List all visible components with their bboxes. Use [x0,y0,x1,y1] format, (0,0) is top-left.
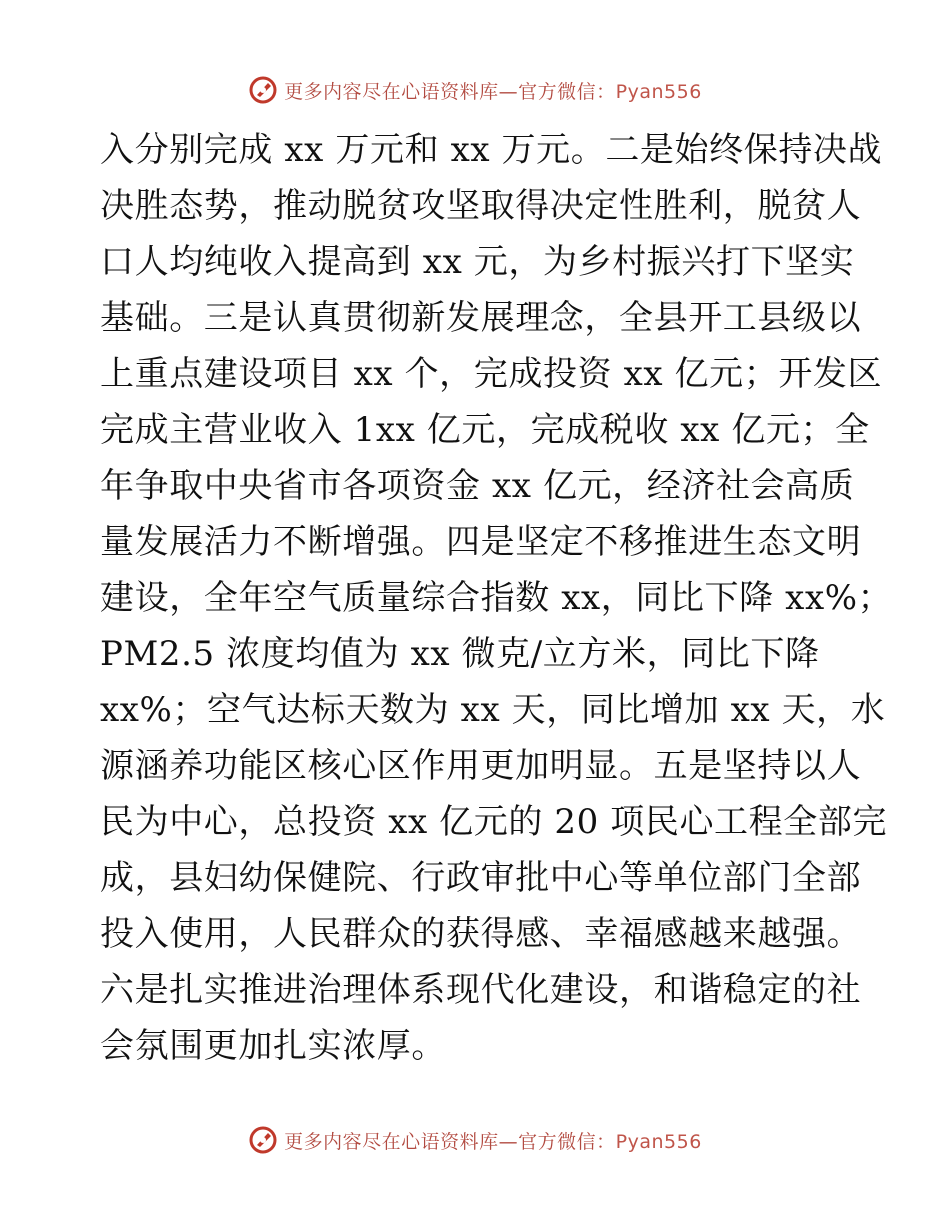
body-line: 六是扎实推进治理体系现代化建设，和谐稳定的社 [100,970,862,1010]
body-line: PM2.5 浓度均值为 xx 微克/立方米，同比下降 [100,634,820,674]
body-line: 会氛围更加扎实浓厚。 [100,1026,446,1066]
body-line: 完成主营业收入 1xx 亿元，完成税收 xx 亿元；全 [100,410,870,450]
body-line: 量发展活力不断增强。四是坚定不移推进生态文明 [100,522,862,562]
body-line: 成，县妇幼保健院、行政审批中心等单位部门全部 [100,858,862,898]
header-contact: Pyan556 [615,80,702,103]
body-line: 决胜态势，推动脱贫攻坚取得决定性胜利，脱贫人 [100,186,862,226]
body-line: 民为中心，总投资 xx 亿元的 20 项民心工程全部完 [100,802,888,842]
body-line: 投入使用，人民群众的获得感、幸福感越来越强。 [100,914,862,954]
body-line: xx%；空气达标天数为 xx 天，同比增加 xx 天，水 [100,690,886,730]
body-line: 上重点建设项目 xx 个，完成投资 xx 亿元；开发区 [100,354,883,394]
footer-site-text [284,1127,702,1154]
body-line: 建设，全年空气质量综合指数 xx，同比下降 xx%； [100,578,893,618]
seal-logo-icon [248,75,278,105]
header-banner [0,70,950,110]
body-line: 入分别完成 xx 万元和 xx 万元。二是始终保持决战 [100,130,883,170]
header-site-text [284,77,702,104]
body-line: 年争取中央省市各项资金 xx 亿元，经济社会高质 [100,466,855,506]
body-line: 源涵养功能区核心区作用更加明显。五是坚持以人 [100,746,862,786]
seal-logo-icon [248,1125,278,1155]
footer-site-label: 更多内容尽在心语资料库—官方微信： [284,1130,616,1153]
footer-contact: Pyan556 [615,1130,702,1153]
body-line: 口人均纯收入提高到 xx 元，为乡村振兴打下坚实 [100,242,855,282]
body-line: 基础。三是认真贯彻新发展理念，全县开工县级以 [100,298,862,338]
footer-banner [0,1120,950,1160]
header-site-label: 更多内容尽在心语资料库—官方微信： [284,80,616,103]
document-body [100,122,893,1074]
